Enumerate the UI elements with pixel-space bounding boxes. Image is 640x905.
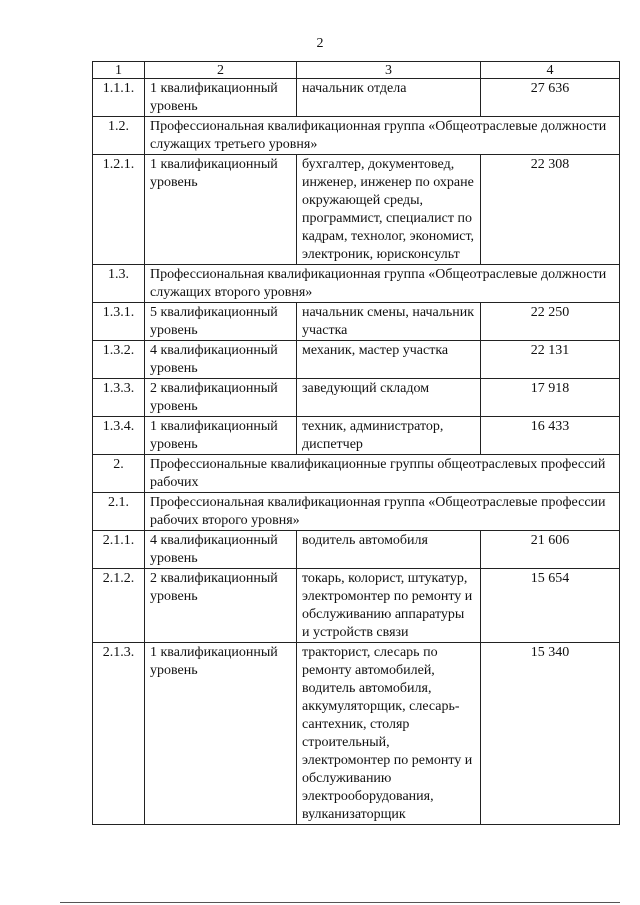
table-row: [93, 155, 620, 265]
salary-value: 15 654: [481, 569, 620, 643]
salary-value: 17 918: [481, 379, 620, 417]
table-row: [93, 417, 620, 455]
qualification-level: 2 квалификационный уровень: [145, 379, 297, 417]
column-header-2: 2: [145, 62, 297, 79]
qualification-level: 1 квалификационный уровень: [145, 643, 297, 825]
row-number: 1.3.2.: [93, 341, 145, 379]
salary-value: 22 250: [481, 303, 620, 341]
column-header-4: 4: [481, 62, 620, 79]
group-title: Профессиональная квалификационная группа «Общеотраслевые должности служащих второго уровня»: [145, 265, 620, 303]
table-row: [93, 643, 620, 825]
group-row: [93, 265, 620, 303]
row-number: 2.: [93, 455, 145, 493]
salary-value: 16 433: [481, 417, 620, 455]
salary-value: 22 131: [481, 341, 620, 379]
qualification-level: 4 квалификационный уровень: [145, 341, 297, 379]
row-number: 1.1.1.: [93, 79, 145, 117]
table-row: [93, 79, 620, 117]
bottom-divider: [60, 902, 620, 903]
qualification-level: 4 квалификационный уровень: [145, 531, 297, 569]
positions-list: токарь, колорист, штукатур, электромонтер по ремонту и обслуживанию аппаратуры и устройств связи: [297, 569, 481, 643]
positions-list: техник, администратор, диспетчер: [297, 417, 481, 455]
salary-value: 22 308: [481, 155, 620, 265]
row-number: 2.1.2.: [93, 569, 145, 643]
table-body: [93, 79, 620, 825]
row-number: 2.1.: [93, 493, 145, 531]
positions-list: бухгалтер, документовед, инженер, инженер по охране окружающей среды, программист, специалист по кадрам, технолог, экономист, электроник, юрисконсульт: [297, 155, 481, 265]
qualification-level: 5 квалификационный уровень: [145, 303, 297, 341]
positions-list: начальник отдела: [297, 79, 481, 117]
table-row: [93, 569, 620, 643]
group-title: Профессиональные квалификационные группы общеотраслевых профессий рабочих: [145, 455, 620, 493]
qualification-level: 1 квалификационный уровень: [145, 79, 297, 117]
row-number: 1.3.: [93, 265, 145, 303]
column-header-3: 3: [297, 62, 481, 79]
positions-list: тракторист, слесарь по ремонту автомобилей, водитель автомобиля, аккумуляторщик, слесарь-сантехник, столяр строительный, электромонтер по ремонту и обслуживанию электрооборудования, вулканизаторщик: [297, 643, 481, 825]
header-row: [93, 62, 620, 79]
qualification-level: 1 квалификационный уровень: [145, 155, 297, 265]
row-number: 1.3.3.: [93, 379, 145, 417]
group-row: [93, 117, 620, 155]
group-row: [93, 493, 620, 531]
positions-list: механик, мастер участка: [297, 341, 481, 379]
column-header-1: 1: [93, 62, 145, 79]
qualification-level: 2 квалификационный уровень: [145, 569, 297, 643]
group-title: Профессиональная квалификационная группа «Общеотраслевые профессии рабочих второго уровня»: [145, 493, 620, 531]
group-title: Профессиональная квалификационная группа «Общеотраслевые должности служащих третьего уровня»: [145, 117, 620, 155]
row-number: 1.2.: [93, 117, 145, 155]
row-number: 1.3.1.: [93, 303, 145, 341]
row-number: 1.2.1.: [93, 155, 145, 265]
positions-list: начальник смены, начальник участка: [297, 303, 481, 341]
salary-table: [92, 61, 620, 825]
positions-list: водитель автомобиля: [297, 531, 481, 569]
page-number: 2: [316, 36, 324, 51]
salary-value: 15 340: [481, 643, 620, 825]
row-number: 2.1.3.: [93, 643, 145, 825]
row-number: 2.1.1.: [93, 531, 145, 569]
positions-list: заведующий складом: [297, 379, 481, 417]
table-row: [93, 303, 620, 341]
table-row: [93, 379, 620, 417]
table-row: [93, 531, 620, 569]
row-number: 1.3.4.: [93, 417, 145, 455]
group-row: [93, 455, 620, 493]
qualification-level: 1 квалификационный уровень: [145, 417, 297, 455]
table-row: [93, 341, 620, 379]
salary-value: 27 636: [481, 79, 620, 117]
salary-value: 21 606: [481, 531, 620, 569]
